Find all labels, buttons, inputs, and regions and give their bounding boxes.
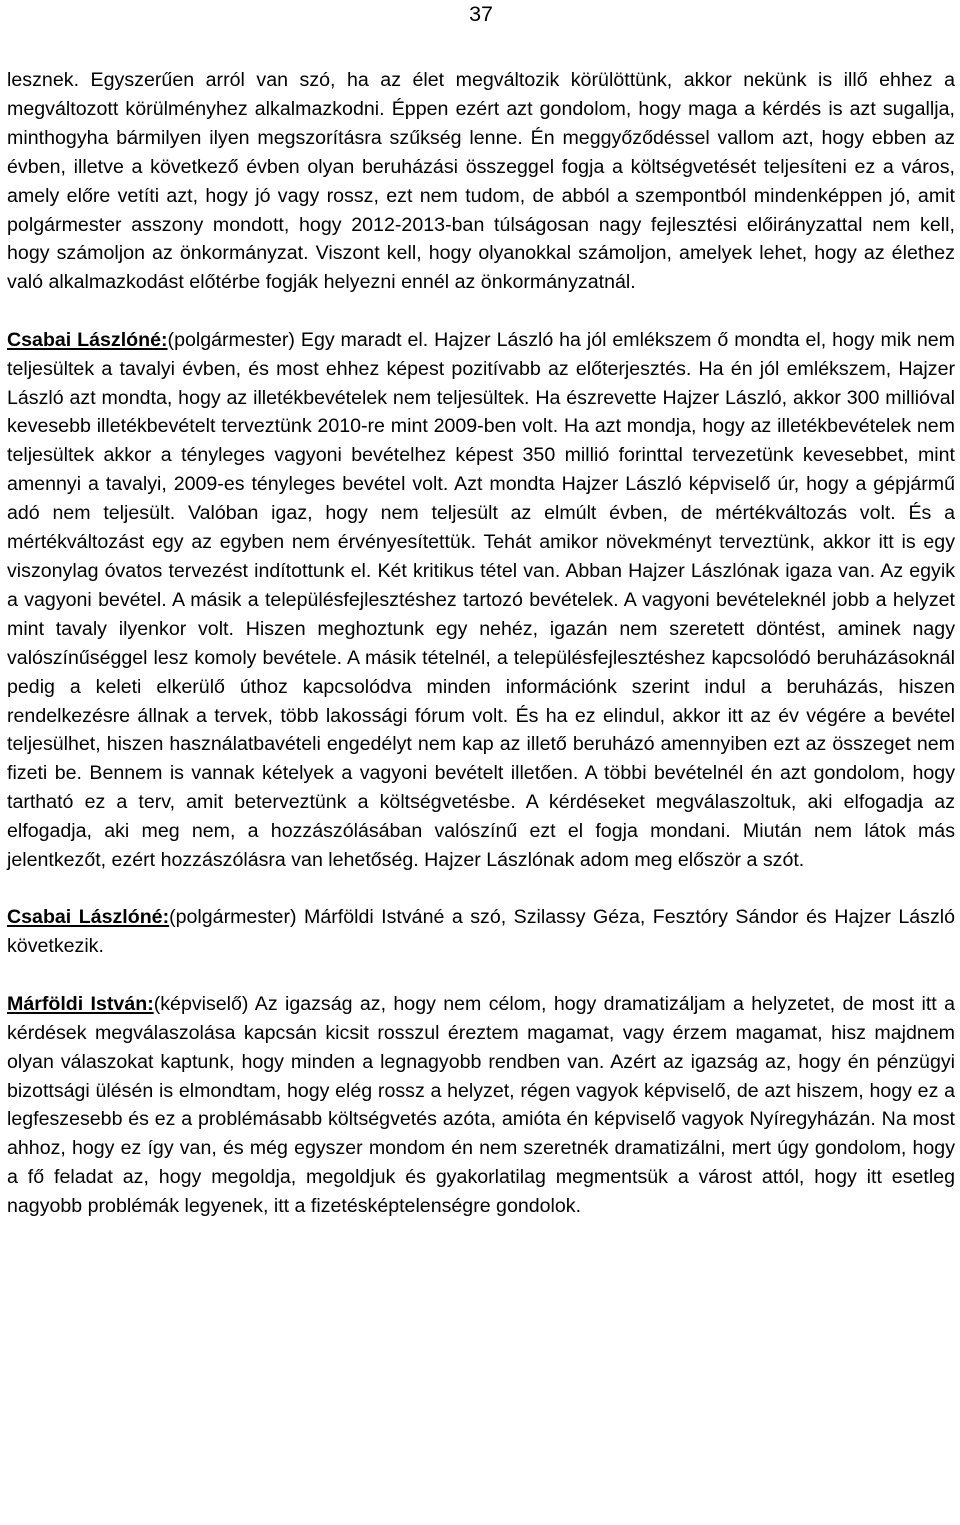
speaker-name: Csabai Lászlóné: (7, 328, 168, 351)
paragraph-text: Márföldi Istváné a szó, Szilassy Géza, Fesztóry Sándor és Hajzer László következik. (7, 906, 955, 958)
paragraph (7, 66, 955, 297)
speaker-name: Csabai Lászlóné: (7, 906, 170, 929)
speaker-role: (polgármester) (169, 906, 297, 929)
paragraph-text: Egy maradt el. Hajzer László ha jól emlékszem ő mondta el, hogy mik nem teljesültek a tavalyi évben, és most ehhez képest pozitívabb az előterjesztés. Ha én jól emlékszem, Hajzer László azt mondta, hogy az illetékbevételek nem teljesültek. Ha észrevette Hajzer László, akkor 300 millióval kevesebb illetékbevételt terveztünk 2010-re mint 2009-ben volt. Ha azt mondja, hogy az illetékbevételek nem teljesültek akkor a tényleges vagyoni bevételhez képest 350 millió forinttal tervezetünk kevesebbet, mint amennyi a tavalyi, 2009-es tényleges bevétel volt. Azt mondta Hajzer László képviselő úr, hogy a gépjármű adó nem teljesült. Valóban igaz, hogy nem teljesült az elmúlt évben, de mértékváltozás volt. És a mértékváltozást egy az egyben nem érvényesítettük. Tehát amikor növekményt terveztünk, akkor itt is egy viszonylag óvatos tervezést indítottunk el. Két kritikus tétel van. Abban Hajzer Lászlónak igaza van. Az egyik a vagyoni bevétel. A másik a településfejlesztéshez tartozó bevételek. A vagyoni bevételeknél jobb a helyzet mint tavaly ilyenkor volt. Hiszen meghoztunk egy nehéz, igazán nem szeretett döntést, aminek nagy valószínűséggel lesz komoly bevétele. A másik tételnél, a településfejlesztéshez kapcsolódó beruházásoknál pedig a keleti elkerülő úthoz kapcsolódva minden információnk szerint indul a beruházás, hiszen rendelkezésre állnak a tervek, több lakossági fórum volt. És ha ez elindul, akkor itt az év végére a bevétel teljesülhet, hiszen használatbavételi engedélyt nem kap az illető beruházó amennyiben ezt az összeget nem fizeti be. Bennem is vannak kételyek a vagyoni bevételt illetően. A többi bevételnél én azt gondolom, hogy tartható ez a terv, amit beterveztünk a költségvetésbe. A kérdéseket megválaszoltuk, aki elfogadja az elfogadja, aki meg nem, a hozzászólásában valószínű ezt el fogja mondani. Miután nem látok más jelentkezőt, ezért hozzászólásra van lehetőség. Hajzer Lászlónak adom meg először a szót. (7, 328, 956, 872)
speaker-role: (képviselő) (153, 992, 249, 1015)
paragraph (7, 326, 955, 875)
document-body (7, 66, 955, 1221)
paragraph-text: Az igazság az, hogy nem célom, hogy dramatizáljam a helyzetet, de most itt a kérdések megválaszolása kapcsán kicsit rosszul éreztem magamat, vagy érzem magamat, hisz majdnem olyan válaszokat kaptunk, hogy minden a legnagyobb rendben van. Azért az igazság az, hogy én pénzügyi bizottsági ülésén is elmondtam, hogy elég rossz a helyzet, régen vagyok képviselő, de azt hiszem, hogy ez a legfeszesebb és ez a problémásabb költségvetés azóta, amióta én képviselő vagyok Nyíregyházán. Na most ahhoz, hogy ez így van, és még egyszer mondom én nem szeretnék dramatizálni, mert úgy gondolom, hogy a fő feladat az, hogy megoldja, megoldjuk és gyakorlatilag megmentsük a várost attól, hogy itt esetleg nagyobb problémák legyenek, itt a fizetésképtelenségre gondolok. (7, 992, 955, 1218)
paragraph (7, 903, 955, 961)
speaker-role: (polgármester) (167, 328, 295, 351)
paragraph (7, 990, 955, 1221)
page-number: 37 (469, 2, 493, 26)
speaker-name: Márföldi István: (7, 992, 154, 1015)
paragraph-text: lesznek. Egyszerűen arról van szó, ha az élet megváltozik körülöttünk, akkor nekünk is illő ehhez a megváltozott körülményhez alkalmazkodni. Éppen ezért azt gondolom, hogy maga a kérdés is azt sugallja, minthogyha bármilyen ilyen megszorításra szűkség lenne. Én meggyőződéssel vallom azt, hogy ebben az évben, illetve a következő évben olyan beruházási összeggel fogja a költségvetését teljesíteni ez a város, amely előre vetíti azt, hogy jó vagy rossz, ezt nem tudom, de abból a szempontból mindenképpen jó, amit polgármester asszony mondott, hogy 2012-2013-ban túlságosan nagy fejlesztési előirányzattal nem kell, hogy számoljon az önkormányzat. Viszont kell, hogy olyanokkal számoljon, amelyek lehet, hogy az élethez való alkalmazkodást előtérbe fogják helyezni ennél az önkormányzatnál. (7, 69, 955, 294)
